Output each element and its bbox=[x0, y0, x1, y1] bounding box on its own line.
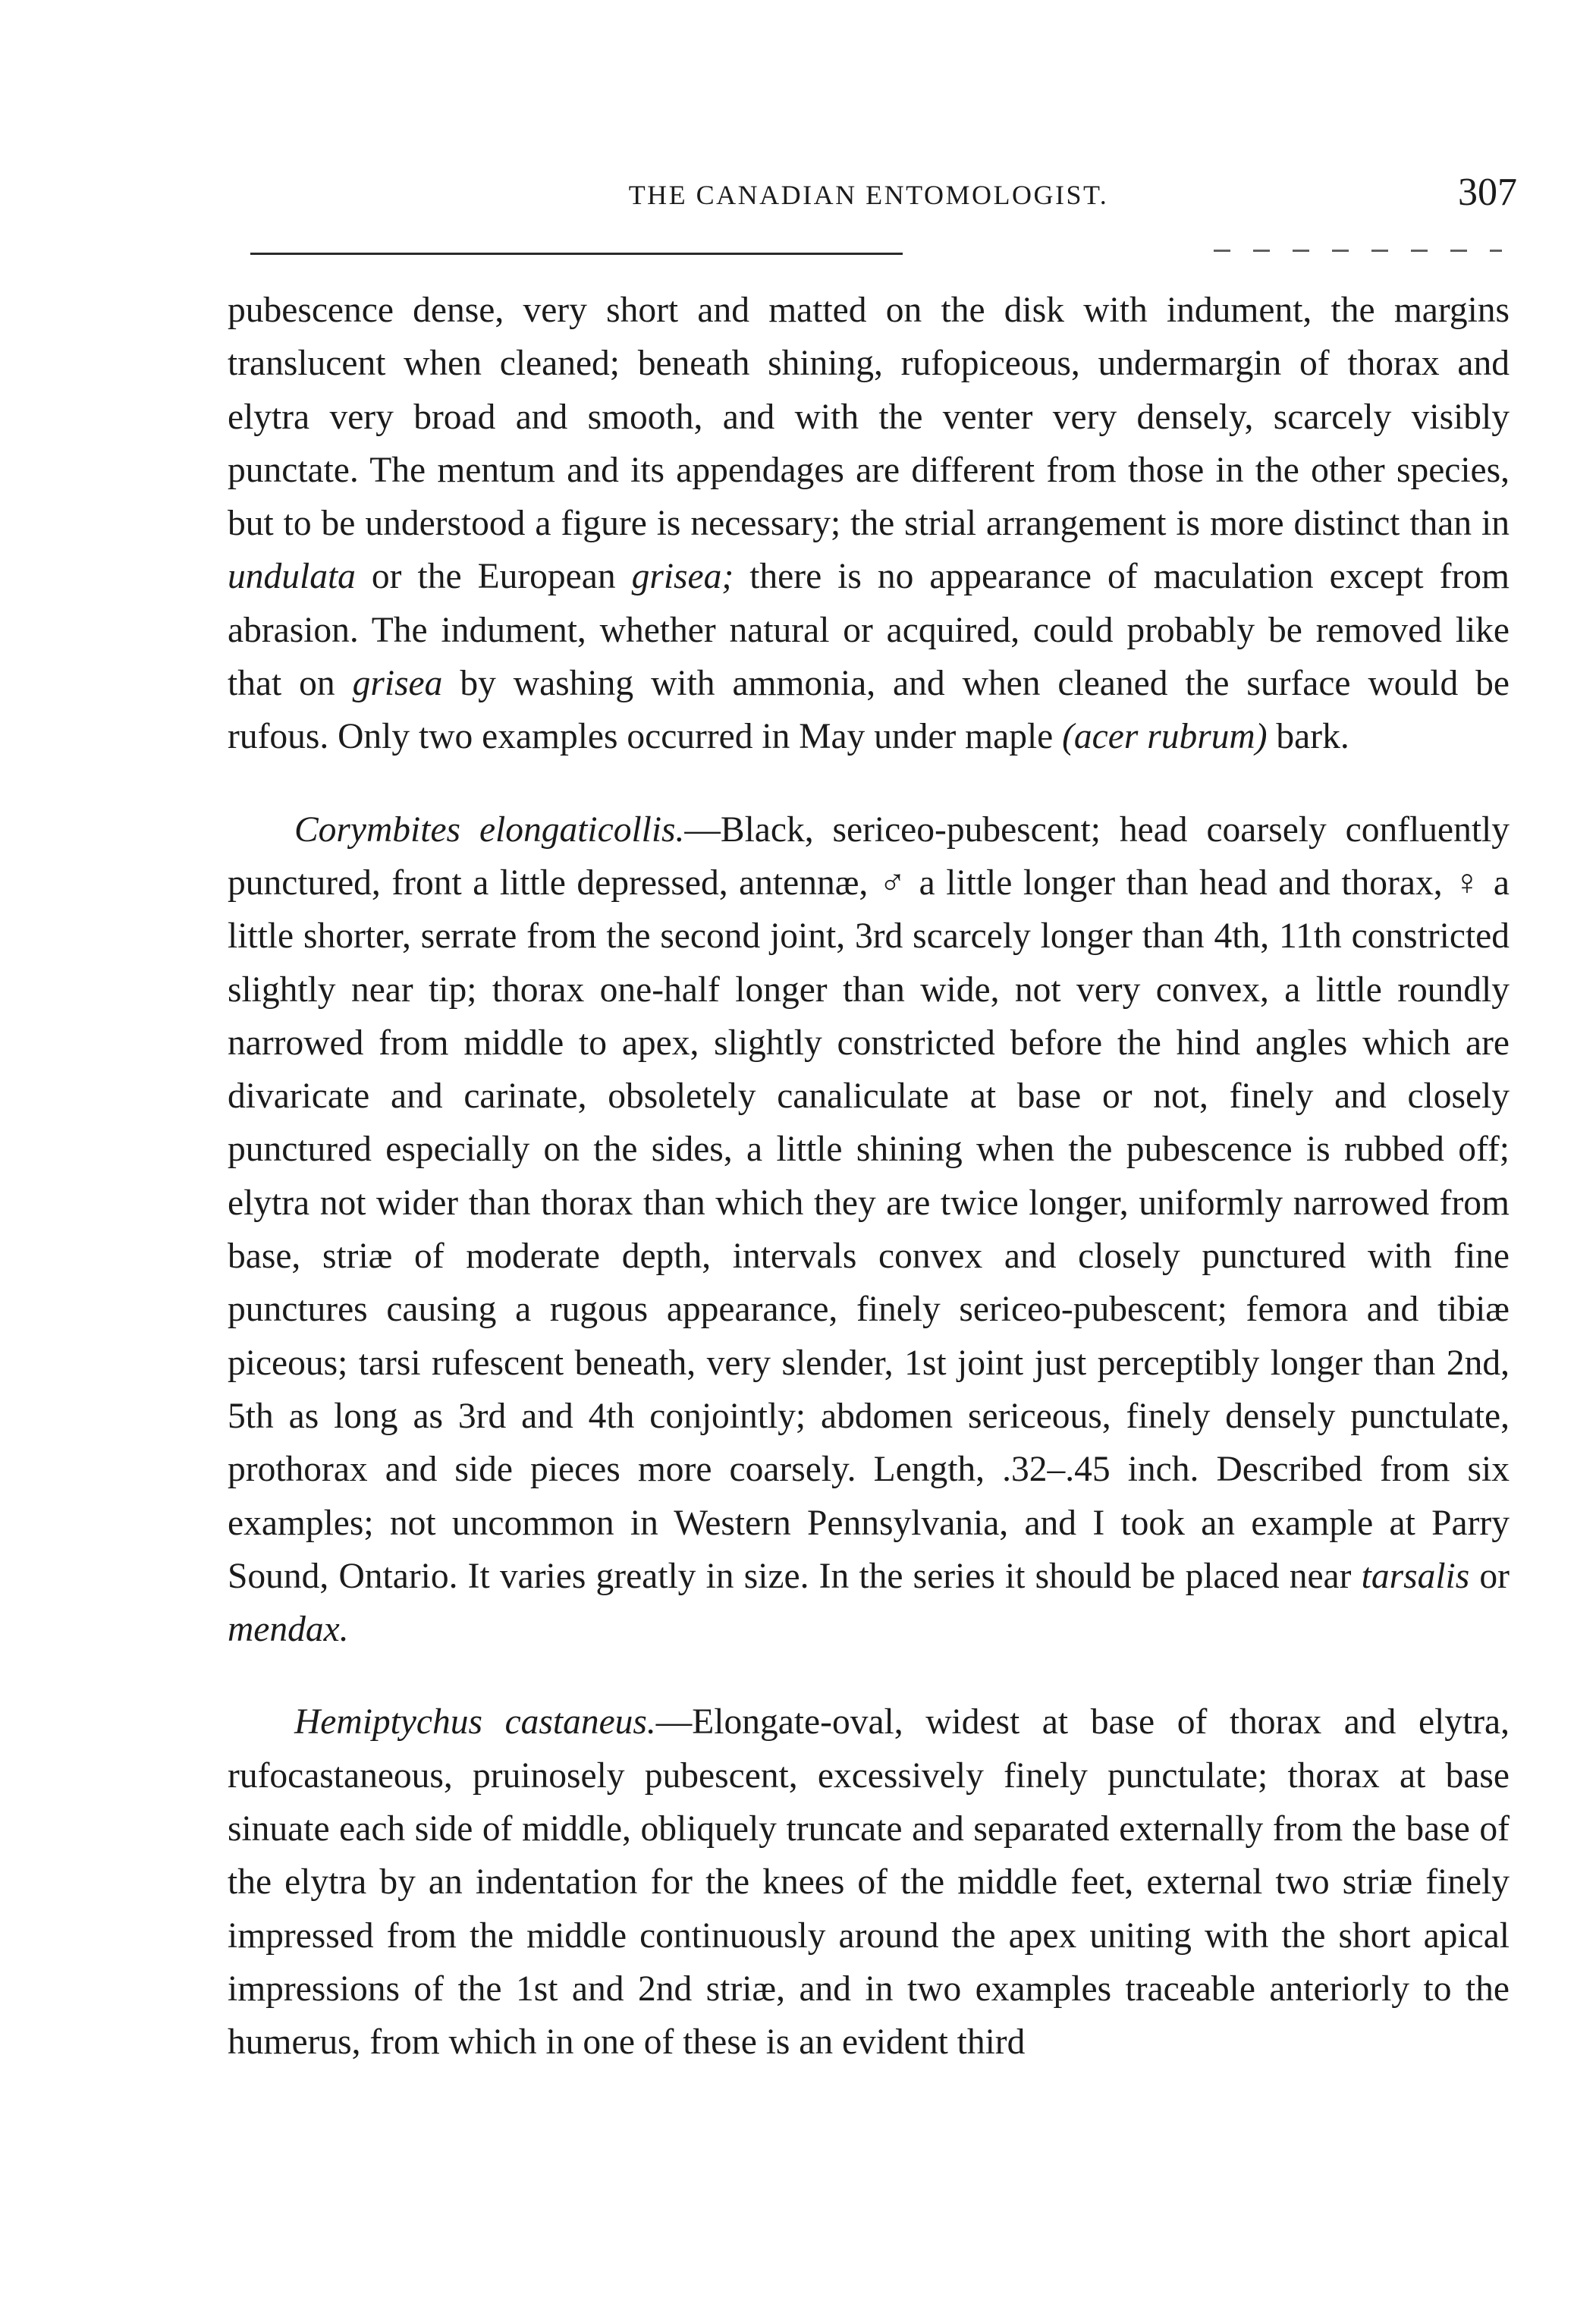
text-segment: pubescence dense, very short and matted on the disk with indument, the margins translucent when cleaned; beneath shining, rufopiceous, undermargin of thorax and elytra very broad and smooth, and with the venter very densely, scarcely visibly punctate. The mentum and its appendages are different from those in the other species, but to be understood a figure is necessary; the strial arrangement is more distinct than in bbox=[228, 291, 1510, 544]
text-segment: —Elongate-oval, widest at base of thorax and elytra, rufocastaneous, pruinosely pubescent, excessively finely punctulate; thorax at base sinuate each side of middle, obliquely truncate and separated externally from the base of the elytra by an indentation for the knees of the middle feet, external two striæ finely impressed from the middle continuously around the apex uniting with the short apical impressions of the 1st and 2nd striæ, and in two examples traceable anteriorly to the humerus, from which in one of these is an evident third bbox=[228, 1702, 1510, 2063]
header-rule bbox=[250, 253, 903, 255]
species-name: tarsalis bbox=[1361, 1556, 1470, 1596]
text-segment: bark. bbox=[1267, 717, 1349, 757]
paragraph-hemiptychus bbox=[228, 1695, 1510, 2069]
journal-title: THE CANADIAN ENTOMOLOGIST. bbox=[628, 180, 1109, 210]
page-number: 307 bbox=[1458, 171, 1517, 214]
text-segment: —Black, sericeo-pubescent; head coarsely confluently punctured, front a little depressed, antennæ, ♂ a little longer than head and thorax, ♀ a little shorter, serrate from the second joint, 3rd scarcely longer than 4th, 11th constricted slightly near tip; thorax one-half longer than wide, not very convex, a little roundly narrowed from middle to apex, slightly constricted before the hind angles which are divaricate and carinate, obsoletely canaliculate at base or not, finely and closely punctured especially on the sides, a little shining when the pubescence is rubbed off; elytra not wider than thorax than which they are twice longer, uniformly narrowed from base, striæ of moderate depth, intervals convex and closely punctured with fine punctures causing a rugous appearance, finely sericeo-pubescent; femora and tibiæ piceous; tarsi rufescent beneath, very slender, 1st joint just perceptibly longer than 2nd, 5th as long as 3rd and 4th conjointly; abdomen sericeous, finely densely punctulate, prothorax and side pieces more coarsely. Length, .32–.45 inch. Described from six examples; not uncommon in Western Pennsylvania, and I took an example at Parry Sound, Ontario. It varies greatly in size. In the series it should be placed near bbox=[228, 809, 1510, 1596]
species-name: grisea bbox=[352, 664, 443, 704]
text-segment: by washing with ammonia, and when cleaned the surface would be rufous. Only two examples occurred in May under maple bbox=[228, 664, 1510, 757]
species-heading: Corymbites elongaticollis. bbox=[294, 809, 685, 850]
body-text bbox=[228, 284, 1510, 2069]
species-name: undulata bbox=[228, 557, 356, 597]
paragraph-continuation bbox=[228, 284, 1510, 764]
running-head bbox=[228, 165, 1517, 218]
paragraph-corymbites bbox=[228, 803, 1510, 1657]
header-rule-dashed bbox=[1214, 250, 1502, 252]
species-name: grisea; bbox=[631, 557, 734, 597]
text-segment: or bbox=[1469, 1556, 1510, 1596]
text-segment: or the European bbox=[355, 557, 632, 597]
species-heading: Hemiptychus castaneus. bbox=[294, 1702, 656, 1742]
species-name: mendax. bbox=[228, 1610, 349, 1650]
text-segment: there is no appearance of maculation except from abrasion. The indument, whether natural or acquired, could probably be removed like that on bbox=[228, 557, 1510, 704]
species-name: (acer rubrum) bbox=[1062, 717, 1268, 757]
